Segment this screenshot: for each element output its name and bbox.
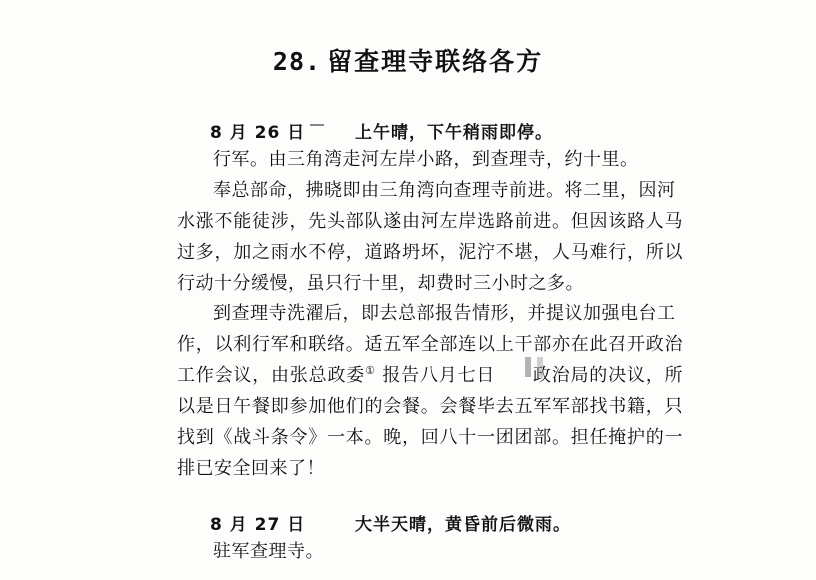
- paragraph-2-rest: [177, 329, 683, 484]
- paragraph-2-text-c: 政治局的决议，所以是日午餐即参加他们的会餐。会餐毕去五军军部找书籍，只找到《战斗条令》一本。晚，回八十一团团部。担任掩护的一排已安全回来了！: [177, 365, 684, 479]
- scan-smudge-2: [537, 357, 543, 377]
- paragraph-1-rest: 水涨不能徒涉，先头部队遂由河左岸选路前进。但因该路人马过多，加之雨水不停，道路坍坏，泥泞不堪，人马难行，所以行动十分缓慢，虽只行十里，却费时三小时之多。: [177, 211, 683, 294]
- entry-weather-2: 大半天晴，黄昏前后微雨。: [355, 515, 571, 535]
- entry-paragraph-1: [177, 175, 683, 299]
- chapter-number: 28.: [272, 47, 322, 76]
- chapter-title-text: 留查理寺联络各方: [327, 47, 544, 76]
- paragraph-2-first-line: 到查理寺洗濯后，即去总部报告情形，并提议加强电台工: [213, 303, 676, 324]
- chapter-title: [0, 42, 816, 78]
- entry-2-line-1: 驻军查理寺。: [213, 541, 324, 562]
- scan-mark: [310, 124, 324, 126]
- paragraph-2-text-b: 报告八月七日: [382, 365, 496, 386]
- paragraph-2-text-a: 作，以利行军和联络。适五军全部连以上干部亦在此召开政治工作会议，由张总政委: [177, 334, 683, 386]
- entry-date-2: 8 月 27 日: [210, 515, 306, 535]
- entry-header-2: [210, 510, 690, 534]
- scan-smudge: [525, 357, 531, 377]
- entry-paragraph-2: [177, 298, 683, 484]
- entry-weather-1: 上午晴，下午稍雨即停。: [355, 123, 553, 143]
- entry-line-1: 行军。由三角湾走河左岸小路，到查理寺，约十里。: [213, 149, 639, 170]
- entry-header-1: [210, 118, 690, 142]
- entry-date-1: 8 月 26 日: [210, 123, 306, 143]
- footnote-mark: ①: [365, 364, 376, 377]
- paragraph-1-first-line: 奉总部命，拂晓即由三角湾向查理寺前进。将二里，因河: [213, 180, 676, 201]
